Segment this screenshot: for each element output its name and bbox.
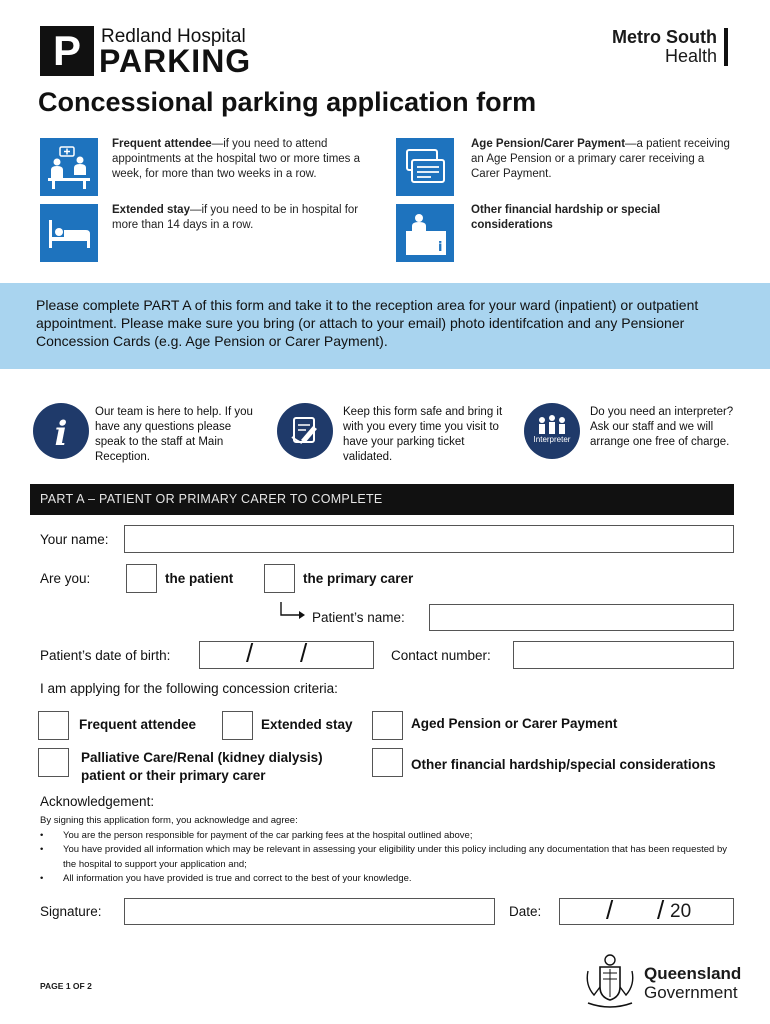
your-name-label: Your name:	[40, 532, 109, 547]
svg-text:i: i	[54, 414, 68, 454]
hospital-bed-icon	[40, 204, 98, 262]
acknowledgement-text	[40, 814, 740, 887]
palliative-line-2: patient or their primary carer	[81, 768, 266, 783]
palliative-line-1: Palliative Care/Renal (kidney dialysis)	[81, 750, 323, 765]
criteria-extended-stay	[112, 203, 374, 233]
dob-field[interactable]	[199, 638, 374, 669]
form-hand-icon	[277, 403, 333, 459]
other-hardship-option-label: Other financial hardship/special considerations	[411, 757, 716, 772]
ack-bullet: • You have provided all information which may be relevant in assessing your eligibility under this policy including any documentation that has been requested by the hospital to support your application and;	[40, 843, 740, 872]
parking-wordmark: PARKING	[99, 43, 252, 79]
parking-logo-p: P	[40, 26, 94, 76]
doctor-patient-icon	[40, 138, 98, 196]
cards-icon	[396, 138, 454, 196]
aged-pension-option-label: Aged Pension or Carer Payment	[411, 716, 618, 731]
your-name-field[interactable]	[124, 525, 734, 553]
patient-name-field[interactable]	[429, 604, 734, 631]
ack-intro: By signing this application form, you acknowledge and agree:	[40, 815, 298, 826]
interpreter-icon-label: Interpreter	[533, 435, 571, 444]
contact-number-label: Contact number:	[391, 648, 491, 663]
criteria-title: Age Pension/Carer Payment	[471, 138, 626, 150]
queensland-coat-of-arms-icon	[580, 951, 640, 1011]
signature-field[interactable]	[124, 898, 495, 925]
ack-bullet: • All information you have provided is true and correct to the best of your knowledge.	[40, 872, 740, 887]
svg-text:i: i	[438, 240, 443, 255]
extended-stay-checkbox[interactable]	[222, 711, 253, 740]
contact-number-field[interactable]	[513, 641, 734, 669]
criteria-description: —if you need to attend appointments at the hospital two or more times a week, for more than two weeks in a row.	[112, 138, 361, 180]
patient-name-label: Patient’s name:	[312, 610, 405, 625]
criteria-frequent-attendee	[112, 137, 384, 182]
information-desk-icon	[396, 204, 454, 262]
patient-option-label: the patient	[165, 571, 234, 586]
criteria-title: Extended stay	[112, 204, 190, 216]
org-name-line1: Metro South	[612, 27, 717, 47]
date-year-prefix: 20	[670, 901, 692, 922]
patient-checkbox[interactable]	[126, 564, 157, 593]
palliative-care-option-label	[81, 749, 323, 785]
criteria-title: Other financial hardship or special considerations	[471, 204, 661, 231]
interpreter-icon	[524, 403, 580, 459]
primary-carer-option-label: the primary carer	[303, 571, 414, 586]
hospital-name: Redland Hospital	[101, 26, 246, 47]
date-separator: /	[657, 895, 665, 925]
info-keep-form-text: Keep this form safe and bring it with you every time you visit to have your parking ticket validated.	[343, 406, 503, 463]
applying-label: I am applying for the following concession criteria:	[40, 681, 338, 696]
page-title: Concessional parking application form	[38, 87, 537, 117]
acknowledgement-heading: Acknowledgement:	[40, 794, 155, 809]
signature-label: Signature:	[40, 904, 102, 919]
other-hardship-checkbox[interactable]	[372, 748, 403, 777]
part-a-heading: PART A – PATIENT OR PRIMARY CARER TO COMPLETE	[30, 484, 734, 515]
primary-carer-checkbox[interactable]	[264, 564, 295, 593]
info-help-text: Our team is here to help. If you have any questions please speak to the staff at Main Reception.	[95, 406, 253, 463]
info-interpreter-text: Do you need an interpreter? Ask our staff and we will arrange one free of charge.	[590, 406, 734, 448]
ack-bullet: • You are the person responsible for payment of the car parking fees at the hospital outlined above;	[40, 829, 740, 844]
aged-pension-checkbox[interactable]	[372, 711, 403, 740]
frequent-attendee-option-label: Frequent attendee	[79, 717, 197, 732]
palliative-care-checkbox[interactable]	[38, 748, 69, 777]
dob-label: Patient’s date of birth:	[40, 648, 171, 663]
extended-stay-option-label: Extended stay	[261, 717, 353, 732]
page-number: PAGE 1 OF 2	[40, 981, 92, 991]
date-separator: /	[300, 638, 308, 668]
arrow-right-icon	[278, 600, 308, 622]
date-separator: /	[246, 638, 254, 668]
signature-date-field[interactable]	[559, 895, 734, 925]
ack-list	[40, 829, 740, 887]
are-you-label: Are you:	[40, 571, 91, 586]
frequent-attendee-checkbox[interactable]	[38, 711, 69, 740]
criteria-description: —if you need to be in hospital for more than 14 days in a row.	[112, 204, 359, 231]
metro-south-health-logo	[612, 28, 728, 66]
org-name-line2: Health	[664, 46, 717, 66]
criteria-age-pension	[471, 137, 733, 182]
info-icon	[33, 403, 89, 459]
criteria-description: —a patient receiving an Age Pension or a primary carer receiving a Carer Payment.	[471, 138, 730, 180]
date-separator: /	[606, 895, 614, 925]
date-label: Date:	[509, 904, 542, 919]
criteria-other-hardship	[471, 203, 733, 233]
criteria-title: Frequent attendee	[112, 138, 212, 150]
queensland-government-logo	[644, 964, 741, 1002]
gov-line1: Queensland	[644, 964, 742, 983]
instruction-banner: Please complete PART A of this form and take it to the reception area for your ward (inpatient) or outpatient appointment. Please make sure you bring (or attach to your email) photo identifcation and any Pensioner Concession Cards (e.g. Age Pension or Carer Payment).	[0, 283, 770, 369]
gov-line2: Government	[644, 983, 738, 1002]
